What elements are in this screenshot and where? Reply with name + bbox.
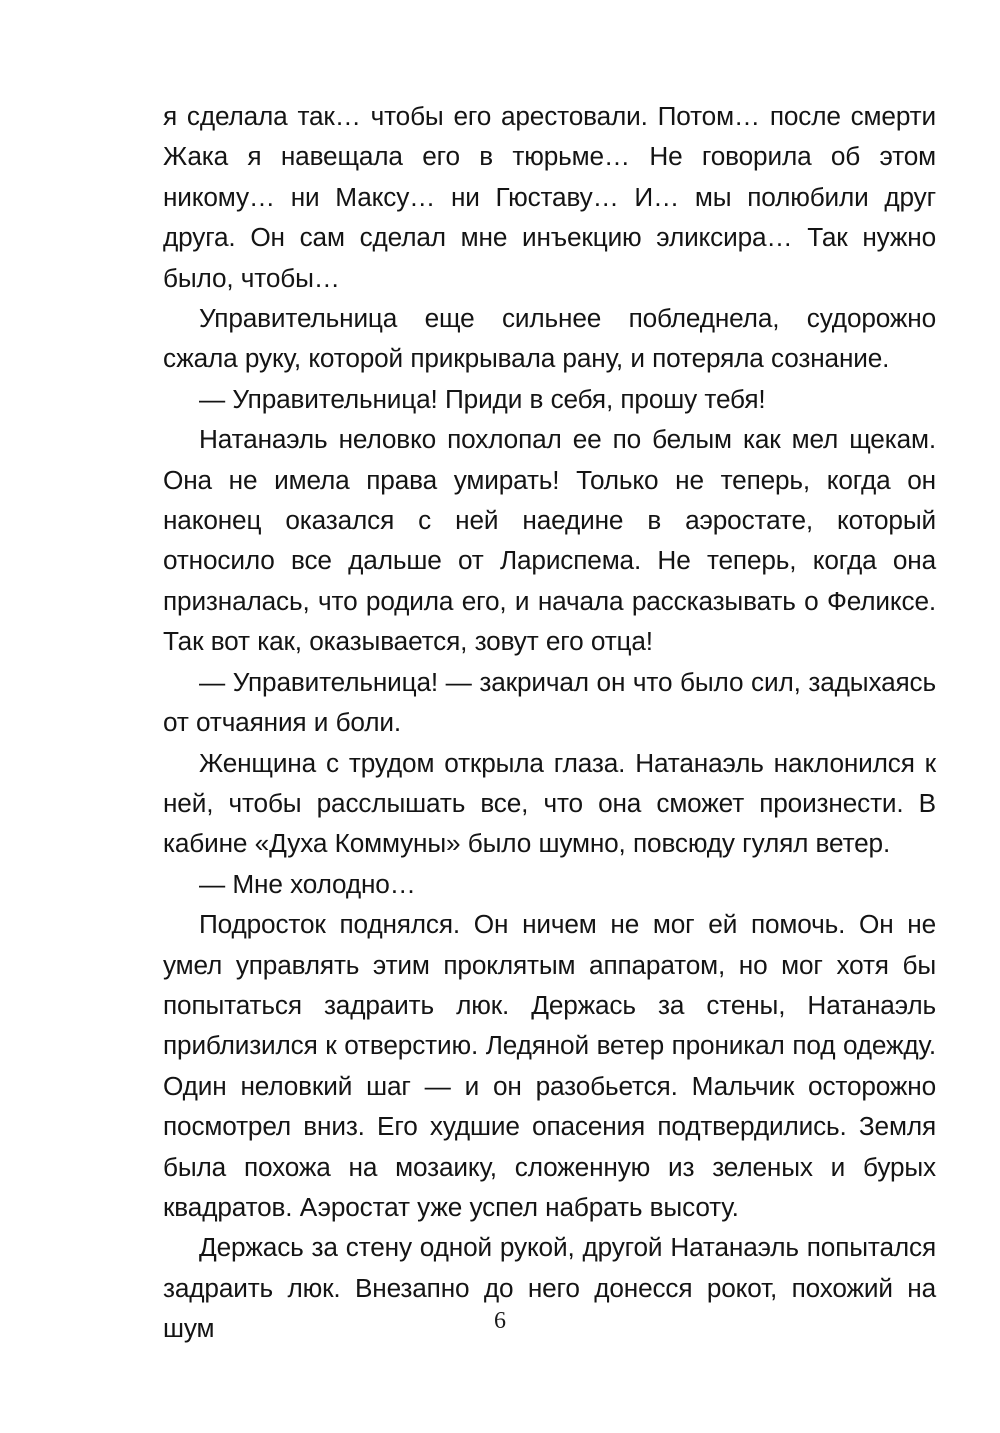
page-number: 6 xyxy=(494,1308,506,1334)
paragraph-dialogue: — Мне холодно… xyxy=(199,868,416,899)
paragraph-dialogue: — Управительница! Приди в себя, прошу тебя! xyxy=(199,383,766,414)
paragraph: Управительница еще сильнее побледнела, судорожно сжала руку, которой прикрывала рану, и потеряла сознание. xyxy=(163,303,936,374)
paragraph-continuation: я сделала так… чтобы его арестовали. Потом… после смерти Жака я навещала его в тюрьме… Не говорила об этом никому… ни Максу… ни Гюставу… И… мы полюбили друг друга. Он сам сделал мне инъекцию эликсира… Так нужно было, чтобы… xyxy=(163,101,936,293)
paragraph: Подросток поднялся. Он ничем не мог ей помочь. Он не умел управлять этим проклятым аппаратом, но мог хотя бы попытаться задраить люк. Держась за стены, Натанаэль приблизился к отверстию. Ледяной ветер проникал под одежду. Один неловкий шаг — и он разобьется. Мальчик осторожно посмотрел вниз. Его худшие опасения подтвердились. Земля была похожа на мозаику, сложенную из зеленых и бурых квадратов. Аэростат уже успел набрать высоту. xyxy=(163,909,936,1222)
page-text-block xyxy=(163,96,936,1389)
paragraph-dialogue: — Управительница! — закричал он что было сил, задыхаясь от отчаяния и боли. xyxy=(163,666,936,738)
paragraph: Натанаэль неловко похлопал ее по белым как мел щекам. Она не имела права умирать! Только не теперь, когда он наконец оказался с ней наедине в аэростате, который относило все дальше от Лариспема. Не теперь, когда она призналась, что родила его, и начала рассказывать о Феликсе. Так вот как, оказывается, зовут его отца! xyxy=(163,424,936,657)
paragraph: Женщина с трудом открыла глаза. Натанаэль наклонился к ней, чтобы расслышать все, что она сможет произнести. В кабине «Духа Коммуны» было шумно, повсюду гулял ветер. xyxy=(163,747,936,859)
paragraph-truncated: Держась за стену одной рукой, другой Натанаэль попытался задраить люк. Внезапно до него донесся рокот, похожий на шум xyxy=(163,1232,936,1344)
